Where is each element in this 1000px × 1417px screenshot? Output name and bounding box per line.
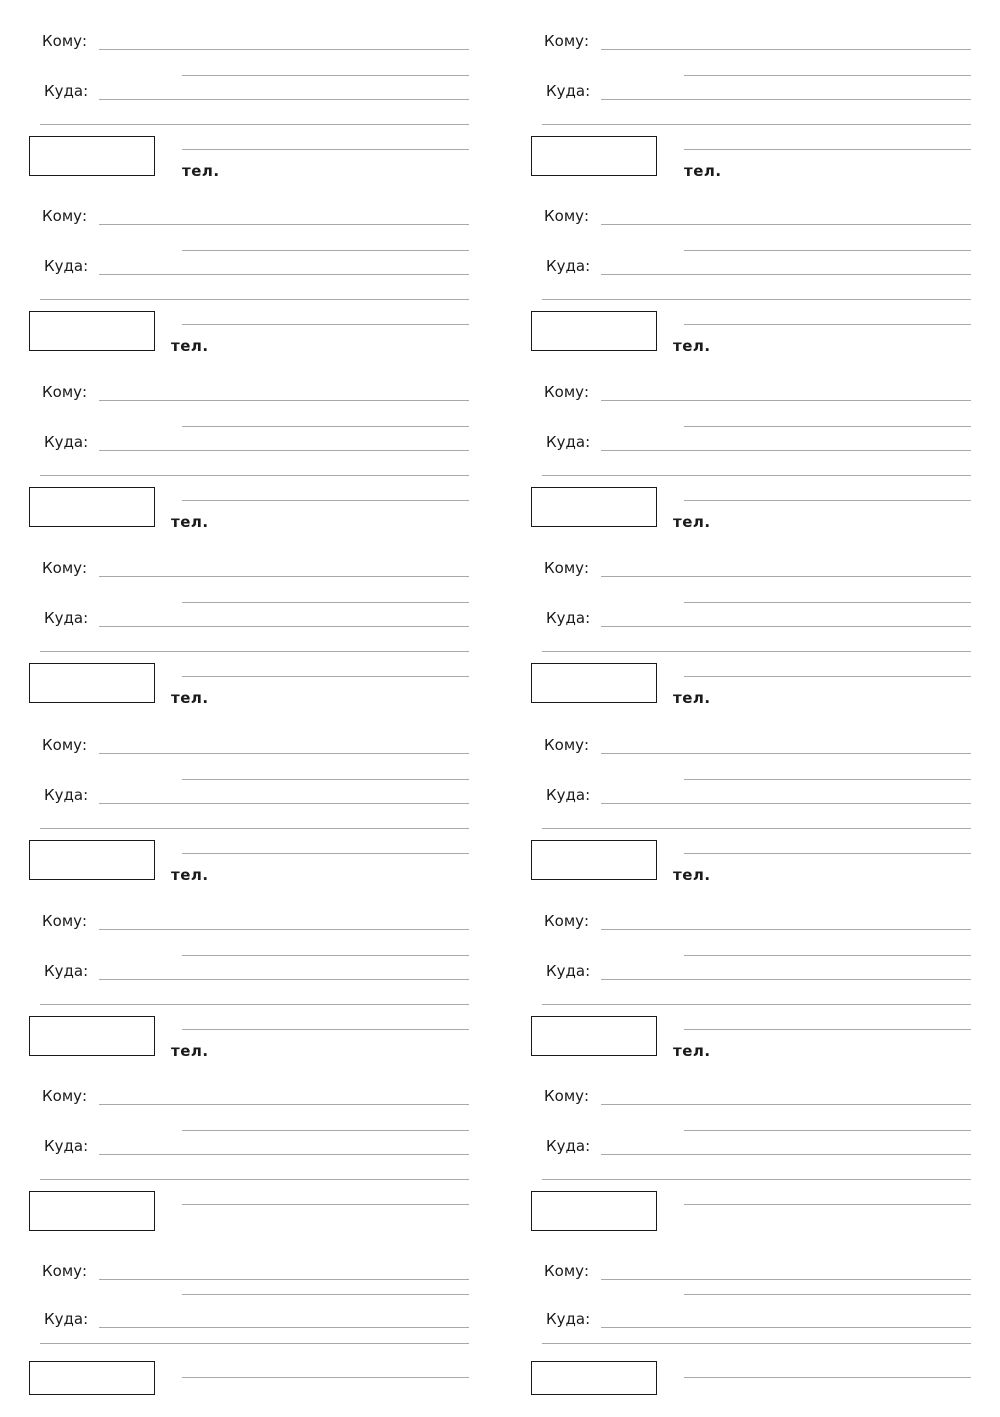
phone-label: тел. [673,513,711,531]
recipient-line-2[interactable] [684,250,971,251]
recipient-line-2[interactable] [684,602,971,603]
address-label: Куда: [546,257,591,275]
to-label: Кому: [42,912,88,930]
address-line[interactable] [601,99,971,100]
postal-code-box[interactable] [531,840,657,880]
recipient-line[interactable] [601,224,971,225]
phone-label: тел. [171,1042,209,1060]
address-line-3[interactable] [182,324,469,325]
address-label: Куда: [546,962,591,980]
address-line[interactable] [99,450,469,451]
address-label: Куда: [44,257,89,275]
recipient-line-2[interactable] [684,955,971,956]
address-line[interactable] [601,274,971,275]
to-label: Кому: [42,383,88,401]
recipient-line[interactable] [601,1279,971,1280]
to-label: Кому: [544,1262,590,1280]
postal-code-box[interactable] [29,1016,155,1056]
recipient-line-2[interactable] [684,1294,971,1295]
to-label: Кому: [42,1087,88,1105]
address-line-2[interactable] [40,651,469,652]
address-line[interactable] [99,1154,469,1155]
postal-code-box[interactable] [531,663,657,703]
address-label: Куда: [44,609,89,627]
recipient-line[interactable] [601,929,971,930]
address-label: Куда: [44,1310,89,1328]
recipient-line-2[interactable] [182,955,469,956]
address-label: Куда: [44,1137,89,1155]
to-label: Кому: [42,32,88,50]
address-line-2[interactable] [542,651,971,652]
to-label: Кому: [544,736,590,754]
address-line-3[interactable] [684,1377,971,1378]
recipient-line[interactable] [601,400,971,401]
address-line-2[interactable] [40,299,469,300]
recipient-line-2[interactable] [684,1130,971,1131]
address-line-3[interactable] [182,500,469,501]
postal-code-box[interactable] [29,840,155,880]
address-line-3[interactable] [684,853,971,854]
address-line[interactable] [99,626,469,627]
address-line[interactable] [601,1154,971,1155]
postal-code-box[interactable] [29,663,155,703]
address-line[interactable] [99,1327,469,1328]
recipient-line-2[interactable] [182,250,469,251]
to-label: Кому: [544,559,590,577]
recipient-line-2[interactable] [182,1130,469,1131]
address-line-3[interactable] [182,676,469,677]
to-label: Кому: [544,912,590,930]
recipient-line[interactable] [99,576,469,577]
address-line-3[interactable] [182,1204,469,1205]
address-label: Куда: [546,433,591,451]
recipient-line-2[interactable] [684,426,971,427]
phone-label: тел. [182,162,220,180]
postal-code-box[interactable] [29,136,155,176]
recipient-line[interactable] [99,224,469,225]
address-label: Куда: [44,962,89,980]
recipient-line[interactable] [99,1279,469,1280]
address-line[interactable] [99,979,469,980]
address-line-3[interactable] [182,149,469,150]
to-label: Кому: [544,1087,590,1105]
postal-code-box[interactable] [29,487,155,527]
address-line[interactable] [601,626,971,627]
address-line-3[interactable] [182,1029,469,1030]
postal-code-box[interactable] [531,311,657,351]
address-line[interactable] [601,1327,971,1328]
recipient-line[interactable] [99,1104,469,1105]
to-label: Кому: [544,207,590,225]
postal-code-box[interactable] [29,1361,155,1395]
recipient-line-2[interactable] [684,75,971,76]
address-line-2[interactable] [40,1179,469,1180]
address-line-2[interactable] [542,1004,971,1005]
address-line-2[interactable] [40,124,469,125]
address-label: Куда: [546,1310,591,1328]
postal-code-box[interactable] [531,136,657,176]
address-line[interactable] [601,979,971,980]
address-line-2[interactable] [542,475,971,476]
address-line[interactable] [99,99,469,100]
address-line-3[interactable] [684,676,971,677]
to-label: Кому: [544,32,590,50]
address-line-3[interactable] [182,853,469,854]
postal-code-box[interactable] [531,1016,657,1056]
address-line-2[interactable] [542,124,971,125]
address-line-3[interactable] [684,324,971,325]
address-line[interactable] [601,450,971,451]
to-label: Кому: [42,559,88,577]
address-line-2[interactable] [542,828,971,829]
recipient-line[interactable] [99,929,469,930]
address-line-2[interactable] [542,1343,971,1344]
address-line-2[interactable] [542,299,971,300]
postal-code-box[interactable] [531,487,657,527]
phone-label: тел. [673,689,711,707]
recipient-line-2[interactable] [182,1294,469,1295]
address-line-3[interactable] [182,1377,469,1378]
recipient-line[interactable] [601,1104,971,1105]
address-line-3[interactable] [684,1204,971,1205]
recipient-line[interactable] [601,49,971,50]
phone-label: тел. [171,689,209,707]
address-line-2[interactable] [40,1343,469,1344]
recipient-line-2[interactable] [182,779,469,780]
to-label: Кому: [544,383,590,401]
postal-code-box[interactable] [531,1191,657,1231]
address-line-3[interactable] [684,149,971,150]
recipient-line-2[interactable] [684,779,971,780]
address-line-2[interactable] [40,1004,469,1005]
address-line-2[interactable] [542,1179,971,1180]
postal-code-box[interactable] [29,1191,155,1231]
address-line[interactable] [99,274,469,275]
phone-label: тел. [171,337,209,355]
address-line[interactable] [601,803,971,804]
to-label: Кому: [42,207,88,225]
address-label: Куда: [44,433,89,451]
postal-code-box[interactable] [29,311,155,351]
to-label: Кому: [42,1262,88,1280]
postal-code-box[interactable] [531,1361,657,1395]
phone-label: тел. [673,1042,711,1060]
recipient-line[interactable] [601,576,971,577]
phone-label: тел. [673,337,711,355]
address-label: Куда: [546,786,591,804]
address-label: Куда: [44,786,89,804]
recipient-line[interactable] [99,753,469,754]
recipient-line-2[interactable] [182,602,469,603]
recipient-line-2[interactable] [182,426,469,427]
address-line-3[interactable] [684,500,971,501]
recipient-line-2[interactable] [182,75,469,76]
address-label: Куда: [546,1137,591,1155]
address-line-2[interactable] [40,475,469,476]
phone-label: тел. [171,513,209,531]
address-label: Куда: [44,82,89,100]
address-line-3[interactable] [684,1029,971,1030]
address-label: Куда: [546,609,591,627]
phone-label: тел. [684,162,722,180]
to-label: Кому: [42,736,88,754]
recipient-line[interactable] [99,49,469,50]
recipient-line[interactable] [99,400,469,401]
address-label: Куда: [546,82,591,100]
recipient-line[interactable] [601,753,971,754]
address-line[interactable] [99,803,469,804]
phone-label: тел. [673,866,711,884]
phone-label: тел. [171,866,209,884]
address-line-2[interactable] [40,828,469,829]
